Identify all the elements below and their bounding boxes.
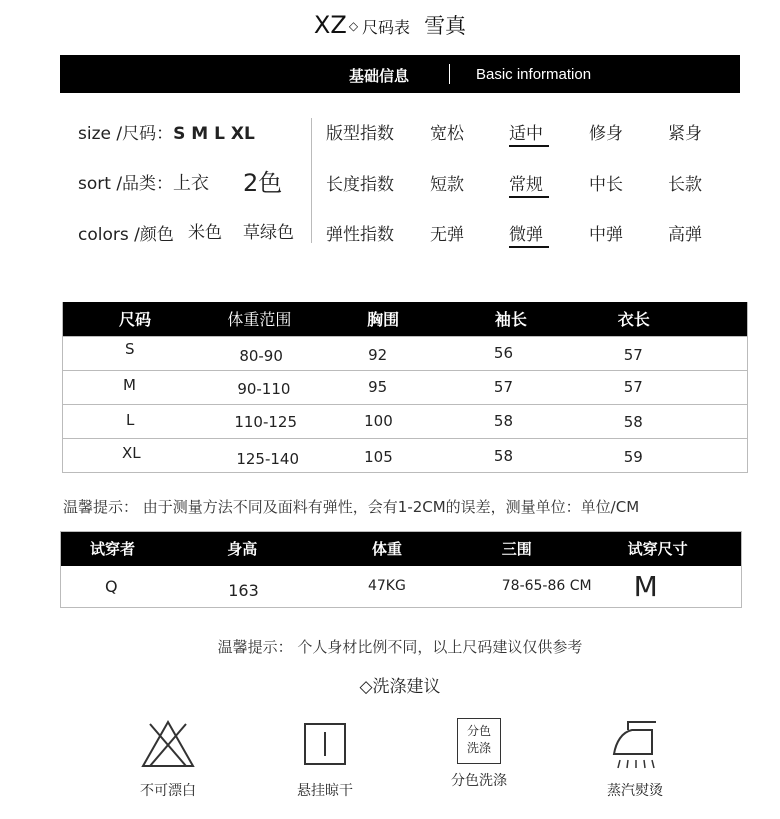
size-table-header	[63, 302, 748, 336]
header-length: 衣长	[618, 302, 748, 336]
cell-size: S	[63, 336, 228, 370]
table-row	[63, 370, 748, 404]
banner-cn: 基础信息	[349, 67, 410, 85]
header-measurements: 三围	[502, 532, 628, 566]
header-chest: 胸围	[358, 302, 485, 336]
cell-sleeve: 58	[485, 438, 618, 472]
cell-size: M	[63, 370, 228, 404]
page-title	[0, 10, 780, 40]
color-2: 草绿色	[243, 223, 294, 243]
cell-weight: 90-110	[227, 370, 358, 404]
colors-label: colors /颜色	[78, 225, 174, 245]
wash-title: ◇洗涤建议	[359, 677, 441, 697]
care-label: 分色洗涤	[451, 773, 507, 789]
length-option-selected: 常规	[509, 175, 543, 195]
selected-underline	[509, 246, 549, 248]
header-height: 身高	[224, 532, 362, 566]
sort-label: sort /品类：	[78, 174, 174, 194]
banner-divider	[449, 64, 450, 84]
header-body-weight: 体重	[362, 532, 502, 566]
stretch-option: 高弹	[668, 225, 702, 245]
cell-length: 57	[618, 370, 748, 404]
care-label: 悬挂晾干	[297, 783, 353, 799]
care-label: 蒸汽熨烫	[607, 783, 663, 799]
fit-option-selected: 适中	[509, 124, 543, 144]
sort-info	[78, 169, 209, 195]
care-item-hang-dry	[270, 718, 380, 800]
cell-chest: 105	[358, 438, 485, 472]
size-values: S M L XL	[173, 124, 255, 144]
care-item-wash-separately	[424, 718, 534, 790]
cell-chest: 92	[358, 336, 485, 370]
no-bleach-icon	[138, 718, 198, 770]
fit-option: 紧身	[668, 124, 702, 144]
sort-value: 上衣	[173, 173, 210, 194]
cell-tester: Q	[105, 576, 118, 596]
steam-iron-icon	[600, 718, 670, 770]
cell-chest: 95	[358, 370, 485, 404]
cell-weight: 110-125	[227, 404, 358, 438]
table-row	[61, 566, 742, 608]
cell-length: 58	[618, 404, 748, 438]
wash-icon-text: 洗涤	[466, 741, 491, 755]
cell-chest: 100	[358, 404, 485, 438]
fit-index-label: 版型指数	[326, 124, 394, 144]
cell-size: XL	[63, 438, 228, 472]
selected-underline	[509, 196, 549, 198]
basic-info-banner	[60, 55, 740, 93]
hang-dry-icon	[295, 718, 355, 770]
length-index-label: 长度指数	[326, 175, 394, 195]
banner-en: Basic information	[476, 66, 592, 83]
table-row	[63, 336, 748, 370]
wash-separately-icon	[457, 718, 501, 764]
stretch-option: 无弹	[430, 225, 464, 245]
cell-weight: 125-140	[227, 438, 358, 472]
reference-note: 温馨提示： 个人身材比例不同，以上尺码建议仅供参考	[217, 638, 583, 656]
stretch-index-label: 弹性指数	[326, 225, 394, 245]
stretch-option: 中弹	[589, 225, 623, 245]
sort-colors: 2色	[243, 169, 283, 197]
table-row	[63, 438, 748, 472]
stretch-option-selected: 微弹	[509, 225, 543, 245]
size-label: size /尺码：	[78, 124, 174, 144]
cell-body-weight: 47KG	[367, 578, 406, 595]
header-try-size: 试穿尺寸	[628, 532, 742, 566]
cell-length: 57	[618, 336, 748, 370]
try-on-table	[60, 531, 742, 608]
cell-size: L	[63, 404, 228, 438]
header-weight: 体重范围	[227, 302, 358, 336]
cell-sleeve: 56	[485, 336, 618, 370]
size-info	[78, 119, 255, 144]
care-label: 不可漂白	[140, 783, 196, 799]
color-1: 米色	[188, 223, 222, 243]
cell-try-size: M	[633, 569, 658, 603]
header-sleeve: 袖长	[485, 302, 618, 336]
chart-name: 尺码表	[362, 18, 411, 37]
header-tester: 试穿者	[61, 532, 225, 566]
cell-length: 59	[618, 438, 748, 472]
table-row	[63, 404, 748, 438]
cell-height: 163	[228, 580, 259, 600]
length-option: 中长	[589, 175, 623, 195]
length-option: 长款	[668, 175, 702, 195]
measurement-note: 温馨提示： 由于测量方法不同及面料有弹性，会有1-2CM的误差，测量单位：单位/CM	[63, 498, 640, 516]
diamond-icon: ◇	[348, 19, 359, 33]
cell-sleeve: 58	[485, 404, 618, 438]
cell-weight: 80-90	[227, 336, 358, 370]
length-option: 短款	[430, 175, 464, 195]
cell-measurements: 78-65-86 CM	[501, 578, 592, 595]
care-item-no-bleach	[113, 718, 223, 800]
fit-option: 修身	[589, 124, 623, 144]
cell-sleeve: 57	[485, 370, 618, 404]
info-divider	[311, 118, 312, 243]
try-on-header	[61, 532, 742, 566]
brand-subtitle: 雪真	[424, 14, 467, 38]
fit-option: 宽松	[430, 124, 464, 144]
care-item-steam-iron	[580, 718, 690, 800]
header-size: 尺码	[63, 302, 228, 336]
wash-icon-text: 分色	[466, 724, 491, 738]
brand-name: XZ	[313, 11, 347, 39]
selected-underline	[509, 145, 549, 147]
size-table	[62, 302, 748, 473]
